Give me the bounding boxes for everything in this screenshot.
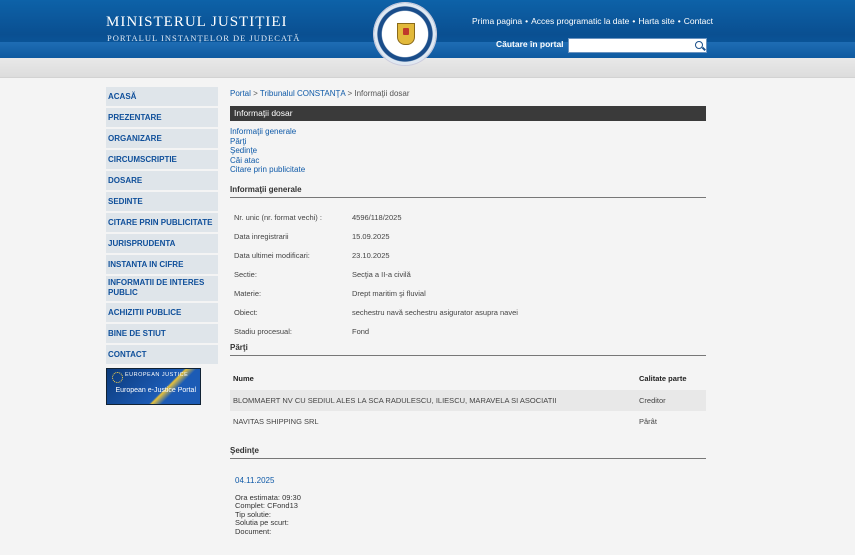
sidebar-item-organizare[interactable]: ORGANIZARE xyxy=(106,129,218,148)
link-acces-programatic[interactable]: Acces programatic la date xyxy=(531,16,630,26)
info-value: Secţia a II-a civilă xyxy=(352,269,411,279)
link-prima-pagina[interactable]: Prima pagina xyxy=(472,16,523,26)
sedinta-date: 04.11.2025 xyxy=(235,475,275,485)
col-nume: Nume xyxy=(233,374,254,383)
breadcrumb-tribunal[interactable]: Tribunalul CONSTANŢA xyxy=(259,89,346,98)
info-row xyxy=(230,303,706,322)
info-row xyxy=(230,227,706,246)
sidebar-item-acasa[interactable]: ACASĂ xyxy=(106,87,218,106)
sidebar-item-instanta-cifre[interactable]: INSTANTA IN CIFRE xyxy=(106,255,218,274)
sedinta-line: Solutia pe scurt: xyxy=(235,518,289,527)
banner-top-text: EUROPEAN JUSTICE xyxy=(125,372,189,378)
info-value: 23.10.2025 xyxy=(352,250,390,260)
sidebar-item-citare[interactable]: CITARE PRIN PUBLICITATE xyxy=(106,213,218,232)
sedinta-line: Tip solutie: xyxy=(235,509,271,519)
table-row xyxy=(230,411,706,432)
general-info-list xyxy=(230,208,706,341)
sidebar-item-bine-de-stiut[interactable]: BINE DE STIUT xyxy=(106,324,218,343)
e-justice-banner[interactable] xyxy=(106,368,201,405)
section-parti: Părţi xyxy=(230,343,706,356)
info-key: Sectie: xyxy=(234,269,257,279)
sub-bar xyxy=(0,58,855,78)
info-value: Drept maritim şi fluvial xyxy=(352,288,426,298)
info-key: Data ultimei modificari: xyxy=(234,250,310,260)
sidebar-item-circumscriptie[interactable]: CIRCUMSCRIPTIE xyxy=(106,150,218,169)
parti-table xyxy=(230,368,706,432)
section-anchors xyxy=(230,127,706,175)
sidebar-item-interes-public[interactable]: INFORMATII DE INTERES PUBLIC xyxy=(106,276,218,301)
coat-of-arms-icon xyxy=(397,23,415,45)
party-role: Creditor xyxy=(636,390,706,411)
party-role: Pârât xyxy=(639,416,657,426)
info-row xyxy=(230,284,706,303)
party-name: NAVITAS SHIPPING SRL xyxy=(233,416,319,426)
romania-seal-logo[interactable] xyxy=(374,3,436,65)
search-input[interactable] xyxy=(569,39,695,52)
info-row xyxy=(230,265,706,284)
info-value: 15.09.2025 xyxy=(352,231,390,241)
info-value: 4596/118/2025 xyxy=(352,212,402,222)
top-links: Prima pagina • Acces programatic la date • Harta site • Contact xyxy=(472,16,713,26)
site-header xyxy=(0,0,855,58)
sidebar-item-dosare[interactable]: DOSARE xyxy=(106,171,218,190)
main-content xyxy=(230,87,706,536)
anchor-parti[interactable]: Părţi xyxy=(230,136,247,146)
info-key: Materie: xyxy=(234,288,262,298)
anchor-sedinte[interactable]: Şedinţe xyxy=(230,146,258,155)
party-name: BLOMMAERT NV CU SEDIUL ALES LA SCA RADULESCU, ILIESCU, MARAVELA SI ASOCIATII xyxy=(230,390,636,411)
breadcrumb-current: Informaţii dosar xyxy=(354,89,410,98)
info-key: Data inregistrarii xyxy=(234,231,289,241)
site-subtitle[interactable]: PORTALUL INSTANȚELOR DE JUDECATĂ xyxy=(107,33,301,43)
info-row xyxy=(230,246,706,265)
info-value: sechestru navă sechestru asigurator asupra navei xyxy=(352,307,518,317)
table-header-row xyxy=(230,368,706,390)
anchor-informatii-generale[interactable]: Informaţii generale xyxy=(230,127,297,136)
sedinta-line: Document: xyxy=(235,526,272,536)
breadcrumb-portal[interactable]: Portal xyxy=(230,89,251,98)
link-harta-site[interactable]: Harta site xyxy=(638,16,675,26)
section-sedinte: Şedinţe xyxy=(230,446,706,459)
page-title: Informaţii dosar xyxy=(230,106,706,121)
table-row xyxy=(230,390,706,411)
search-box xyxy=(568,38,707,53)
info-value: Fond xyxy=(352,326,370,336)
info-key: Nr. unic (nr. format vechi) : xyxy=(234,212,322,222)
info-row xyxy=(230,208,706,227)
sidebar-item-sedinte[interactable]: SEDINTE xyxy=(106,192,218,211)
link-contact[interactable]: Contact xyxy=(683,16,713,26)
sidebar-item-contact[interactable]: CONTACT xyxy=(106,345,218,364)
info-row xyxy=(230,322,706,341)
info-key: Obiect: xyxy=(234,307,258,317)
site-title[interactable]: MINISTERUL JUSTIȚIEI xyxy=(106,14,288,30)
section-informatii-generale: Informaţii generale xyxy=(230,185,706,198)
info-key: Stadiu procesual: xyxy=(234,326,292,336)
search-label: Căutare în portal xyxy=(496,39,564,49)
sedinta-line: Ora estimata: 09:30 xyxy=(235,492,301,502)
sedinta-details xyxy=(230,494,706,537)
banner-bottom-text: European e-Justice Portal xyxy=(115,387,196,394)
sidebar xyxy=(106,87,218,405)
search-icon[interactable] xyxy=(695,41,703,49)
sedinta-line: Complet: CFond13 xyxy=(235,501,298,510)
sidebar-item-jurisprudenta[interactable]: JURISPRUDENTA xyxy=(106,234,218,253)
anchor-cai-atac[interactable]: Căi atac xyxy=(230,155,260,165)
sidebar-item-prezentare[interactable]: PREZENTARE xyxy=(106,108,218,127)
eu-stars-icon xyxy=(112,372,123,383)
sidebar-item-achizitii[interactable]: ACHIZITII PUBLICE xyxy=(106,303,218,322)
anchor-citare[interactable]: Citare prin publicitate xyxy=(230,165,306,174)
col-calitate: Calitate parte xyxy=(639,374,687,383)
breadcrumb: Portal > Tribunalul CONSTANŢA > Informaţii dosar xyxy=(230,89,410,98)
